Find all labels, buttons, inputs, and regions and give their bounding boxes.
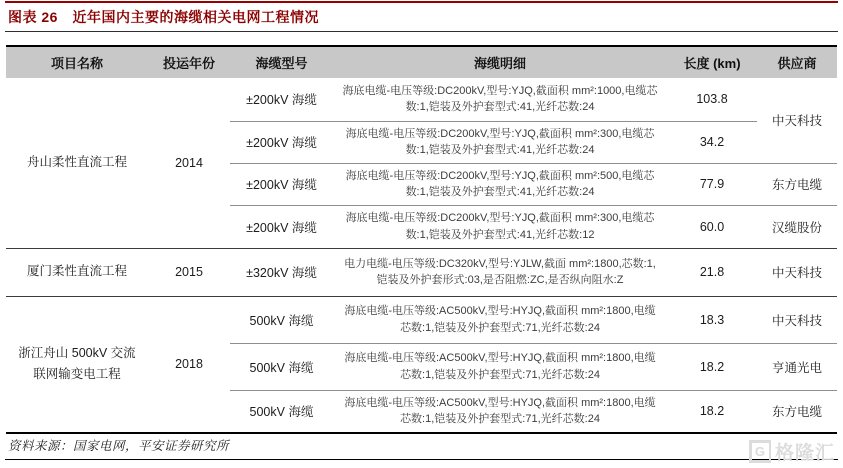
- length-cell: 18.2: [667, 343, 757, 390]
- table-header-row: [6, 46, 837, 78]
- table-row: [6, 296, 837, 343]
- project-name-cell: 舟山柔性直流工程: [26, 155, 127, 170]
- top-accent-rule: [5, 1, 838, 3]
- supplier-cell: 中天科技: [757, 296, 837, 343]
- cable-model-cell: ±320kV 海缆: [230, 248, 333, 296]
- cable-model-cell: ±200kV 海缆: [230, 163, 333, 205]
- cable-model-cell: ±200kV 海缆: [230, 205, 333, 248]
- header-commission-year: 投运年份: [148, 46, 230, 78]
- cable-detail-cell: 海底电缆-电压等级:AC500kV,型号:HYJQ,截面积 mm²:1800,电缆芯数:1,铠装及外护套型式:71,光纤芯数:24: [333, 390, 667, 433]
- table-row: [6, 248, 837, 296]
- length-cell: 60.0: [667, 205, 757, 248]
- cable-detail-cell: 海底电缆-电压等级:AC500kV,型号:HYJQ,截面积 mm²:1800,电缆芯数:1,铠装及外护套型式:71,光纤芯数:24: [333, 296, 667, 343]
- source-note: 资料来源：国家电网，平安证券研究所: [8, 439, 230, 453]
- cable-detail-cell: 海底电缆-电压等级:DC200kV,型号:YJQ,截面积 mm²:300,电缆芯数:1,铠装及外护套型式:41,光纤芯数:24: [333, 121, 667, 163]
- cable-detail-cell: 海底电缆-电压等级:DC200kV,型号:YJQ,截面积 mm²:500,电缆芯数:1,铠装及外护套型式:41,光纤芯数:24: [333, 163, 667, 205]
- title-divider: [5, 31, 838, 32]
- length-cell: 18.3: [667, 296, 757, 343]
- project-name-cell: 厦门柔性直流工程: [6, 248, 148, 296]
- cable-detail-cell: 海底电缆-电压等级:DC200kV,型号:YJQ,截面积 mm²:1000,电缆芯数:1,铠装及外护套型式:41,光纤芯数:24: [342, 84, 658, 114]
- supplier-cell: 中天科技: [757, 248, 837, 296]
- year-cell: 2018: [148, 296, 230, 433]
- header-supplier: 供应商: [757, 46, 837, 78]
- length-cell: 18.2: [667, 390, 757, 433]
- gelonghui-logo-icon: G: [749, 440, 771, 463]
- project-name-cell: 浙江舟山 500kV 交流联网输变电工程: [6, 296, 148, 433]
- header-project-name: 项目名称: [6, 46, 148, 78]
- cable-model-cell: ±200kV 海缆: [246, 93, 317, 108]
- supplier-cell: 亨通光电: [757, 343, 837, 390]
- cable-model-cell: 500kV 海缆: [230, 343, 333, 390]
- cable-model-cell: 500kV 海缆: [230, 390, 333, 433]
- header-length-km: 长度 (km): [667, 46, 757, 78]
- year-cell: 2014: [175, 155, 203, 170]
- header-cable-detail: 海缆明细: [333, 46, 667, 78]
- length-cell: 21.8: [667, 248, 757, 296]
- gelonghui-watermark: [749, 438, 835, 465]
- supplier-cell: 汉缆股份: [757, 205, 837, 248]
- watermark-text: 格隆汇: [774, 443, 835, 464]
- table-row: [6, 78, 837, 121]
- cable-detail-cell: 海底电缆-电压等级:DC200kV,型号:YJQ,截面积 mm²:300,电缆芯数:1,铠装及外护套型式:41,光纤芯数:12: [333, 205, 667, 248]
- bottom-divider: [5, 459, 838, 460]
- figure-title: 图表 26 近年国内主要的海缆相关电网工程情况: [8, 9, 319, 25]
- cable-detail-cell: 海底电缆-电压等级:AC500kV,型号:HYJQ,截面积 mm²:1800,电缆芯数:1,铠装及外护套型式:71,光纤芯数:24: [333, 343, 667, 390]
- length-cell: 34.2: [667, 121, 757, 163]
- cable-model-cell: ±200kV 海缆: [230, 121, 333, 163]
- supplier-cell: 东方电缆: [757, 390, 837, 433]
- length-cell: 103.8: [696, 92, 728, 107]
- supplier-cell: 中天科技: [771, 114, 822, 129]
- cable-model-cell: 500kV 海缆: [230, 296, 333, 343]
- supplier-cell: 东方电缆: [757, 163, 837, 205]
- year-cell: 2015: [148, 248, 230, 296]
- length-cell: 77.9: [667, 163, 757, 205]
- header-cable-model: 海缆型号: [230, 46, 333, 78]
- cable-detail-cell: 电力电缆-电压等级:DC320kV,型号:YJLW,截面 mm²:1800,芯数:1,铠装及外护套形式:03,是否阻燃:ZC,是否纵向阻水:Z: [333, 248, 667, 296]
- cable-projects-table: [6, 45, 837, 434]
